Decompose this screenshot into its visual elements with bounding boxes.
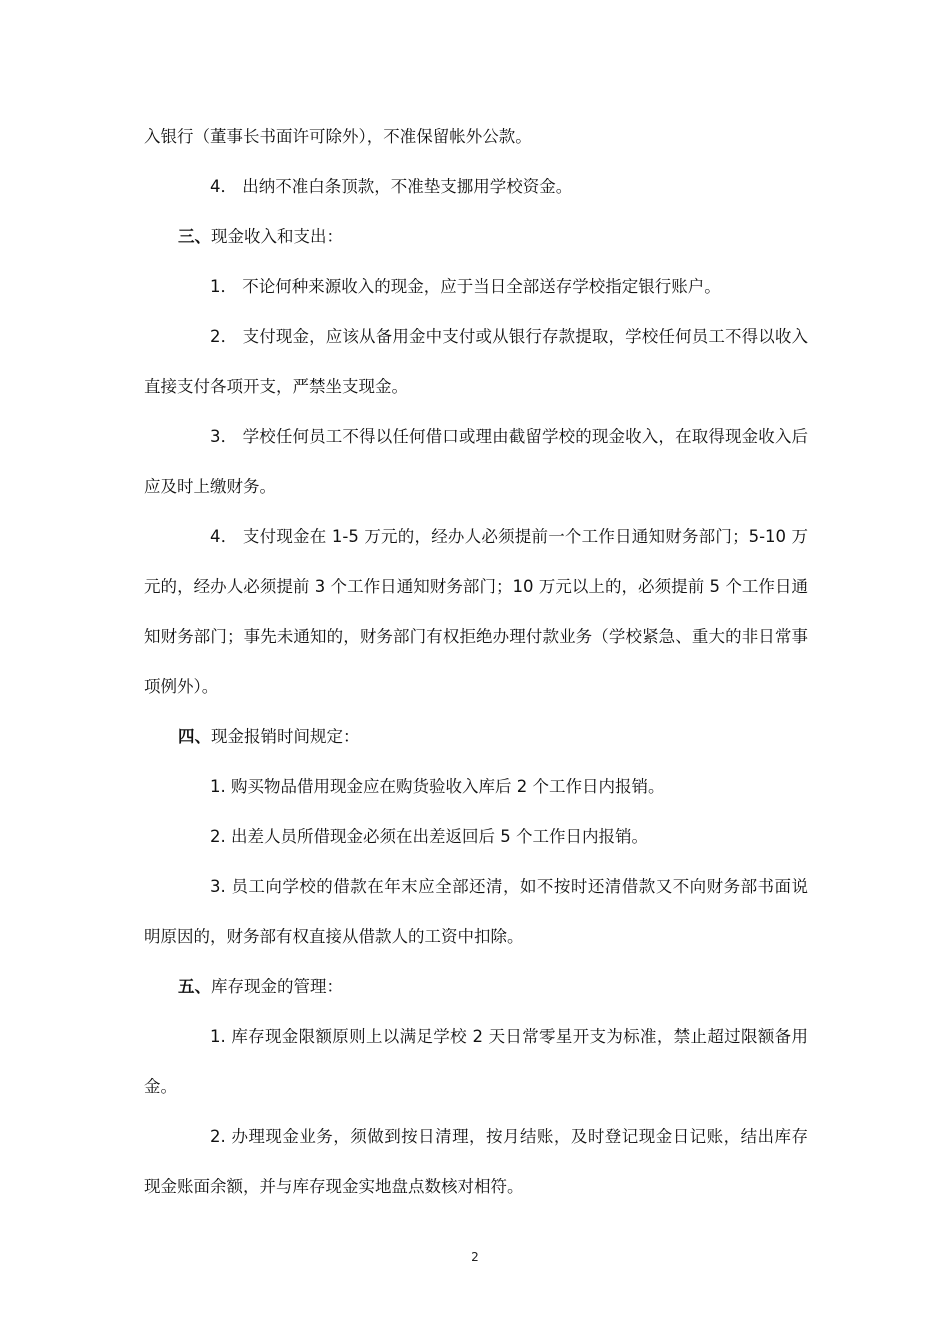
section-heading	[144, 212, 808, 262]
paragraph: 1. 库存现金限额原则上以满足学校 2 天日常零星开支为标准，禁止超过限额备用金。	[144, 1027, 808, 1096]
section-heading	[144, 962, 808, 1012]
section-heading-text: 库存现金的管理：	[211, 977, 343, 996]
paragraph: 2. 出差人员所借现金必须在出差返回后 5 个工作日内报销。	[210, 827, 648, 846]
paragraph: 2． 支付现金，应该从备用金中支付或从银行存款提取，学校任何员工不得以收入直接支付各项开支，严禁坐支现金。	[144, 327, 808, 396]
section-heading-number: 五、	[178, 977, 211, 996]
section-heading-number: 四、	[178, 727, 211, 746]
paragraph: 4． 出纳不准白条顶款，不准垫支挪用学校资金。	[210, 177, 573, 196]
paragraph: 1． 不论何种来源收入的现金，应于当日全部送存学校指定银行账户。	[210, 277, 721, 296]
section-heading-text: 现金收入和支出：	[211, 227, 343, 246]
paragraph: 2. 办理现金业务，须做到按日清理，按月结账，及时登记现金日记账，结出库存现金账面余额，并与库存现金实地盘点数核对相符。	[144, 1127, 808, 1196]
paragraph: 1. 购买物品借用现金应在购货验收入库后 2 个工作日内报销。	[210, 777, 665, 796]
page-number: 2	[471, 1250, 479, 1264]
paragraph: 3. 员工向学校的借款在年末应全部还清，如不按时还清借款又不向财务部书面说明原因的，财务部有权直接从借款人的工资中扣除。	[144, 877, 808, 946]
paragraph: 入银行（董事长书面许可除外），不准保留帐外公款。	[144, 127, 532, 146]
paragraph: 3． 学校任何员工不得以任何借口或理由截留学校的现金收入，在取得现金收入后应及时上缴财务。	[144, 427, 808, 496]
paragraph: 4． 支付现金在 1-5 万元的，经办人必须提前一个工作日通知财务部门；5-10 万元的，经办人必须提前 3 个工作日通知财务部门；10 万元以上的，必须提前 5 个工作日通知财务部门；事先未通知的，财务部门有权拒绝办理付款业务（学校紧急、重大的非日常事项例外）。	[144, 527, 808, 696]
section-heading-number: 三、	[178, 227, 211, 246]
document-body	[144, 112, 808, 1212]
section-heading	[144, 712, 808, 762]
section-heading-text: 现金报销时间规定：	[211, 727, 360, 746]
